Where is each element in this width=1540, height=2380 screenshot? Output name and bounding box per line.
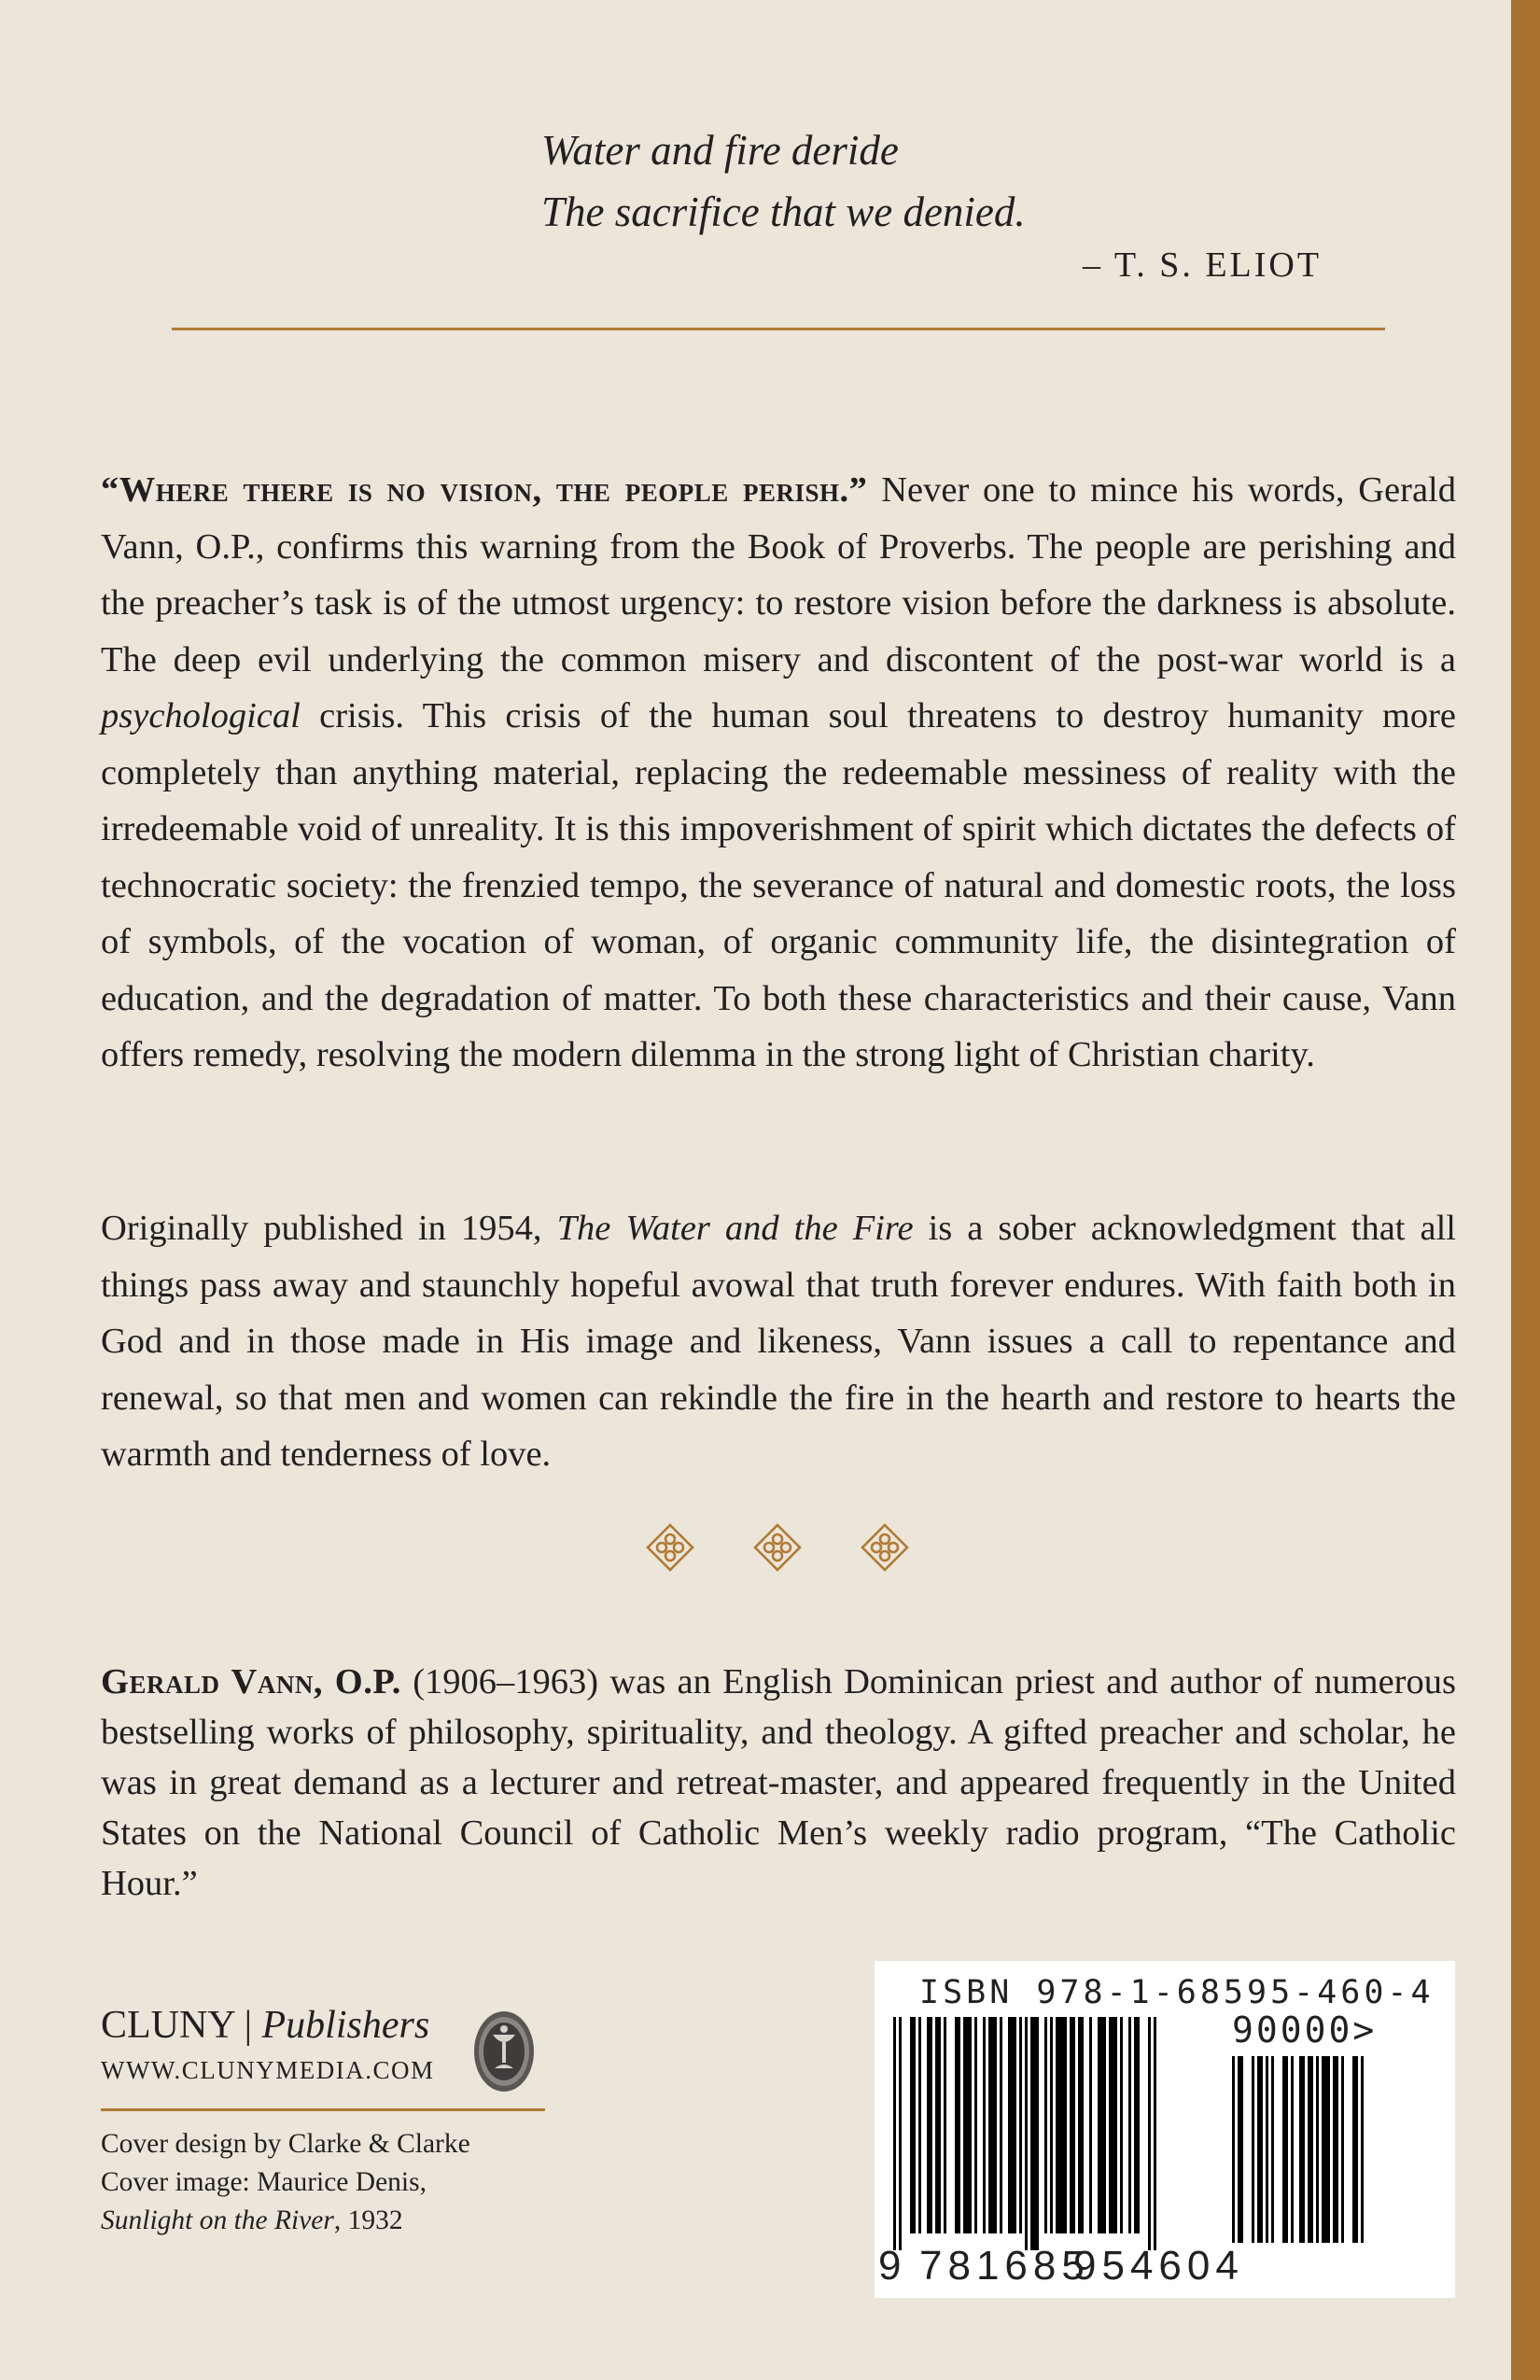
barcode-bar	[1070, 2017, 1075, 2233]
epigraph-line-1: Water and fire deride	[541, 127, 899, 174]
barcode-bar	[1232, 2056, 1235, 2243]
barcode-bar	[893, 2017, 896, 2250]
description-paragraph-1	[101, 462, 1456, 1084]
barcode-bar	[1299, 2056, 1305, 2243]
barcode-digits-right: 954604	[1073, 2243, 1244, 2289]
spine-strip	[1511, 0, 1540, 2380]
divider-rule	[172, 328, 1385, 330]
description-text-2a: Originally published in 1954,	[101, 1209, 557, 1248]
barcode-bar	[1333, 2056, 1338, 2243]
isbn-barcode	[875, 1961, 1455, 2298]
barcode-bar	[1050, 2017, 1053, 2233]
barcode-bar	[955, 2017, 960, 2233]
barcode-bar	[1257, 2056, 1263, 2243]
barcode-bar	[1030, 2017, 1039, 2250]
cover-image-year: , 1932	[333, 2205, 403, 2235]
publisher-wordmark: CLUNY	[101, 2004, 235, 2047]
fleuron-diamond-icon	[642, 1519, 698, 1575]
barcode-bar	[1308, 2056, 1313, 2243]
publisher-rule	[101, 2108, 545, 2111]
epigraph-line-2: The sacrifice that we denied.	[541, 189, 1026, 235]
ornament-row	[642, 1519, 913, 1575]
cover-credits	[101, 2125, 470, 2240]
barcode-bar	[910, 2017, 916, 2233]
barcode-bar	[1361, 2056, 1364, 2243]
barcode-bar	[1120, 2017, 1123, 2233]
price-code: 90000>	[1232, 2009, 1378, 2051]
chalice-seal-icon	[471, 2009, 537, 2094]
barcode-bar	[1352, 2056, 1358, 2243]
description-lead: “Where there is no vision, the people perish.”	[101, 470, 868, 510]
epigraph-attribution: – T. S. ELIOT	[1083, 245, 1323, 285]
barcode-bar	[963, 2017, 972, 2233]
cover-image-credit: Cover image: Maurice Denis,	[101, 2167, 427, 2197]
barcode-bar	[1098, 2017, 1106, 2233]
barcode-bar	[1025, 2017, 1028, 2250]
book-title: The Water and the Fire	[556, 1209, 914, 1248]
barcode-bar	[1008, 2017, 1016, 2233]
author-name: Gerald Vann, O.P.	[101, 1662, 401, 1701]
cover-design-credit: Cover design by Clarke & Clarke	[101, 2129, 470, 2159]
barcode-bar	[1238, 2056, 1243, 2243]
publisher-suffix: Publishers	[261, 2004, 430, 2047]
barcode-bar	[1252, 2056, 1254, 2243]
barcode-bar	[1019, 2017, 1022, 2233]
barcode-bar	[1134, 2017, 1140, 2233]
barcode-bar	[1089, 2017, 1092, 2233]
barcode-bar	[1128, 2017, 1131, 2233]
barcode-bar	[1322, 2056, 1330, 2243]
barcode-bar	[899, 2017, 902, 2250]
barcode-bar	[1341, 2056, 1344, 2243]
publisher-url: WWW.CLUNYMEDIA.COM	[101, 2056, 435, 2084]
barcode-bar	[1271, 2056, 1274, 2243]
barcode-main-bars	[893, 2017, 1215, 2250]
barcode-digit-lead: 9	[878, 2243, 902, 2289]
fleuron-diamond-icon	[857, 1519, 913, 1575]
barcode-bar	[918, 2017, 921, 2233]
barcode-bar	[1109, 2017, 1117, 2233]
barcode-bar	[1000, 2017, 1002, 2233]
epigraph	[541, 119, 1381, 243]
barcode-bar	[935, 2017, 941, 2233]
barcode-bar	[1266, 2056, 1268, 2243]
fleuron-diamond-icon	[749, 1519, 805, 1575]
publisher-name	[101, 2003, 429, 2048]
cover-image-title-line	[101, 2202, 470, 2240]
description-paragraph-2	[101, 1200, 1456, 1483]
isbn-number: ISBN 978-1-68595-460-4	[919, 1974, 1435, 2011]
author-bio	[101, 1657, 1456, 1909]
author-bio-text: (1906–1963) was an English Dominican priest and author of numerous bestselling works of philosophy, spirituality, and theology. A gifted preacher and scholar, he was in great demand as a lecturer and retreat-master, and appeared frequently in the United States on the National Council of Catholic Men’s weekly radio program, “The Catholic Hour.”	[101, 1662, 1456, 1903]
description-text-2b: is a sober acknowledgment that all things pass away and staunchly hopeful avowal that truth forever endures. With faith both in God and in those made in His image and likeness, Vann issues a call to repentance and renewal, so that men and women can rekindle the fire in the hearth and restore to hearts the warmth and tenderness of love.	[101, 1209, 1456, 1474]
barcode-bar	[944, 2017, 946, 2233]
barcode-digits-left: 781685	[919, 2243, 1090, 2289]
barcode-bar	[1078, 2017, 1084, 2233]
description-emphasis: psychological	[101, 696, 301, 735]
barcode-addon-bars	[1232, 2056, 1400, 2254]
barcode-bar	[1056, 2017, 1067, 2233]
barcode-bar	[1282, 2056, 1288, 2243]
barcode-bar	[1316, 2056, 1319, 2243]
barcode-bar	[1154, 2017, 1156, 2250]
barcode-bar	[983, 2017, 986, 2233]
description-text-1b: crisis. This crisis of the human soul threatens to destroy humanity more completely than anything material, replacing the redeemable messiness of reality with the irredeemable void of unreality. It is this impoverishment of spirit which dictates the defects of technocratic society: the frenzied tempo, the severance of natural and domestic roots, the loss of symbols, of the vocation of woman, of organic community life, the disintegration of education, and the degradation of matter. To both these characteristics and their cause, Vann offers remedy, resolving the modern dilemma in the strong light of Christian charity.	[101, 696, 1456, 1074]
description-text-1a: Never one to mince his words, Gerald Vann, O.P., confirms this warning from the Book of Proverbs. The people are perishing and the preacher’s task is of the utmost urgency: to restore vision before the darkness is absolute. The deep evil underlying the common misery and discontent of the post-war world is a	[101, 470, 1456, 679]
publisher-separator: |	[234, 2004, 262, 2047]
barcode-bar	[974, 2017, 977, 2233]
barcode-bar	[1291, 2056, 1294, 2243]
barcode-bar	[1148, 2017, 1151, 2250]
barcode-bar	[1044, 2017, 1047, 2233]
barcode-bar	[927, 2017, 932, 2233]
cover-image-title: Sunlight on the River	[101, 2205, 334, 2235]
barcode-bar	[988, 2017, 997, 2233]
